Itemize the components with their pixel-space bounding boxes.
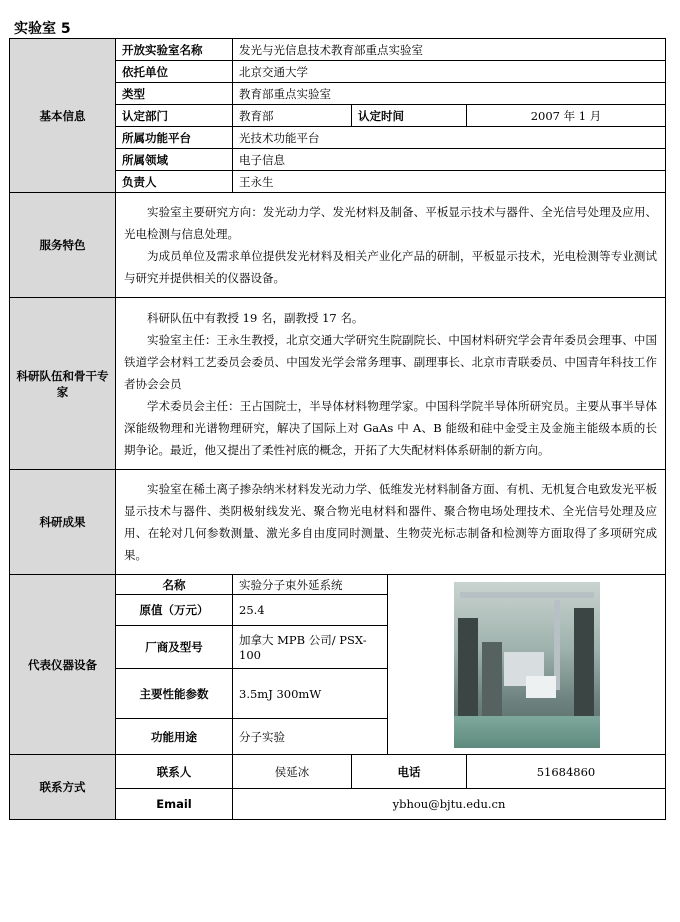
- head-value: 王永生: [233, 171, 666, 193]
- section-instrument: 代表仪器设备: [10, 575, 116, 755]
- contact-email-label: Email: [116, 789, 233, 820]
- lab-name-value: 发光与光信息技术教育部重点实验室: [233, 39, 666, 61]
- org-label: 依托单位: [116, 61, 233, 83]
- contact-person-value: 侯延冰: [233, 755, 352, 789]
- dept-value: 教育部: [233, 105, 352, 127]
- section-basic-info: 基本信息: [10, 39, 116, 193]
- date-label: 认定时间: [352, 105, 467, 127]
- type-label: 类型: [116, 83, 233, 105]
- service-text: [116, 193, 666, 298]
- date-value: 2007 年 1 月: [467, 105, 666, 127]
- results-text: [116, 470, 666, 575]
- head-label: 负责人: [116, 171, 233, 193]
- results-paragraph-1: 实验室在稀土离子掺杂纳米材料发光动力学、低维发光材料制备方面、有机、无机复合电致发光平板显示技术与器件、类阴极射线发光、聚合物光电材料和器件、聚合物电场处理技术、全光信号处理及应用、在轮对几何参数测量、激光多自由度同时测量、生物荧光标志制备和检测等方面取得了多项研究成果。: [124, 482, 657, 562]
- document-title: 实验室 5: [14, 21, 71, 37]
- team-paragraph-3: 学术委员会主任：王占国院士，半导体材料物理学家。中国科学院半导体所研究员。主要从事半导体深能级物理和光谱物理研究，解决了国际上对 GaAs 中 A、B 能级和硅中金受主及金施主能级本质的长期争论。最近，他又提出了柔性衬底的概念，开拓了大失配材料体系研制的新方向。: [124, 398, 657, 457]
- instrument-use-label: 功能用途: [116, 719, 233, 755]
- section-team: 科研队伍和骨干专家: [10, 298, 116, 470]
- service-paragraph-2: 为成员单位及需求单位提供发光材料及相关产业化产品的研制，平板显示技术，光电检测等专业测试与研究并提供相关的仪器设备。: [124, 249, 657, 285]
- platform-label: 所属功能平台: [116, 127, 233, 149]
- contact-phone-label: 电话: [352, 755, 467, 789]
- instrument-use-value: 分子实验: [233, 719, 388, 755]
- lab-info-table: [9, 38, 666, 820]
- org-value: 北京交通大学: [233, 61, 666, 83]
- field-value: 电子信息: [233, 149, 666, 171]
- contact-email-value[interactable]: ybhou@bjtu.edu.cn: [233, 789, 666, 820]
- service-paragraph-1: 实验室主要研究方向：发光动力学、发光材料及制备、平板显示技术与器件、全光信号处理及应用、光电检测与信息处理。: [124, 205, 657, 241]
- instrument-spec-value: 3.5mJ 300mW: [233, 669, 388, 719]
- team-paragraph-1: 科研队伍中有教授 19 名，副教授 17 名。: [147, 310, 364, 325]
- contact-person-label: 联系人: [116, 755, 233, 789]
- type-value: 教育部重点实验室: [233, 83, 666, 105]
- instrument-price-value: 25.4: [233, 595, 388, 626]
- instrument-maker-label: 厂商及型号: [116, 626, 233, 669]
- instrument-price-label: 原值（万元）: [116, 595, 233, 626]
- team-text: [116, 298, 666, 470]
- contact-phone-value: 51684860: [467, 755, 666, 789]
- field-label: 所属领域: [116, 149, 233, 171]
- section-results: 科研成果: [10, 470, 116, 575]
- team-paragraph-2: 实验室主任：王永生教授，北京交通大学研究生院副院长、中国材料研究学会青年委员会理事、中国铁道学会材料工艺委员会委员、中国发光学会常务理事、副理事长、北京市青联委员、中国青年科技工作者协会会员: [124, 332, 657, 391]
- section-contact: 联系方式: [10, 755, 116, 820]
- section-service: 服务特色: [10, 193, 116, 298]
- instrument-name-value: 实验分子束外延系统: [233, 575, 388, 595]
- platform-value: 光技术功能平台: [233, 127, 666, 149]
- instrument-photo-cell: [388, 575, 666, 755]
- dept-label: 认定部门: [116, 105, 233, 127]
- instrument-spec-label: 主要性能参数: [116, 669, 233, 719]
- instrument-photo: [454, 582, 600, 748]
- instrument-maker-value: 加拿大 MPB 公司/ PSX-100: [233, 626, 388, 669]
- instrument-name-label: 名称: [116, 575, 233, 595]
- lab-name-label: 开放实验室名称: [116, 39, 233, 61]
